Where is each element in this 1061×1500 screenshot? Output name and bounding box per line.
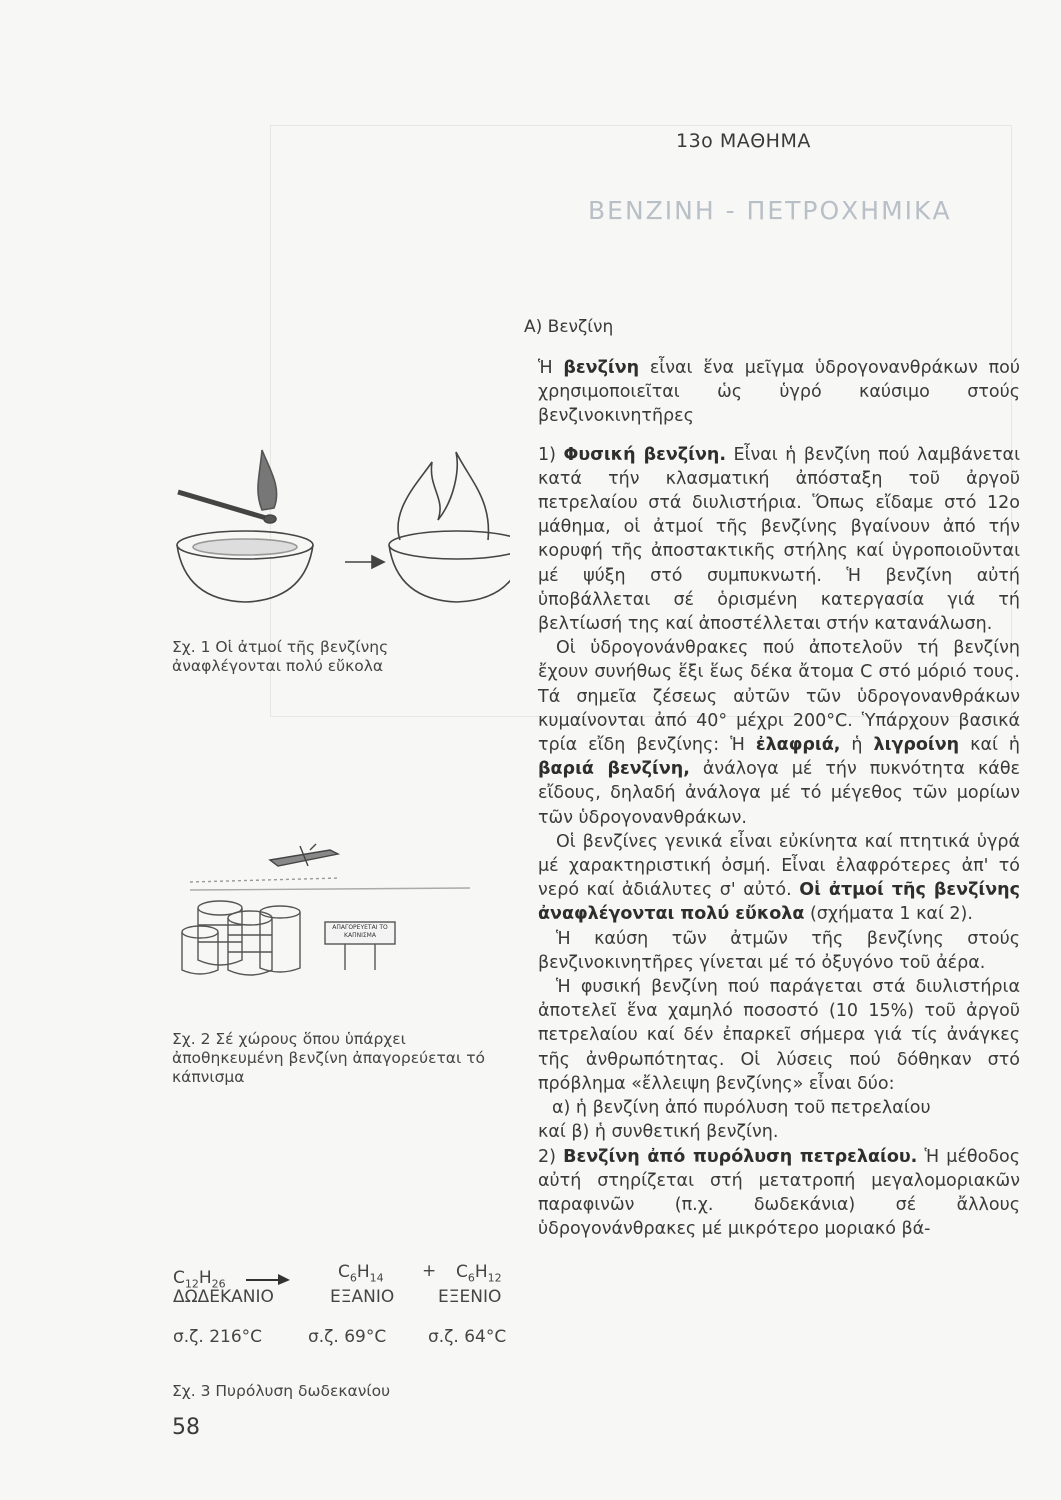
product-2-formula: $C_6H_{12}$ [456, 1262, 502, 1285]
intro-paragraph: Ἡ βενζίνη εἶναι ἕνα μεῖγμα ὑδρογονανθράκων πού χρησιμοποιεῖται ὡς ὑγρό καύσιμο στούς βενζινοκινητῆρες [538, 358, 1021, 427]
bowl-2-rim [389, 531, 510, 559]
solution-item-a: α) ἡ βενζίνη ἀπό πυρόλυση τοῦ πετρελαίου [552, 1098, 931, 1119]
product-1-formula: $C_6H_{14}$ [338, 1262, 384, 1285]
arrow-head [372, 556, 384, 568]
match-head [264, 515, 276, 523]
shortage-paragraph: Ἡ φυσική βενζίνη πού παράγεται στά διυλιστήρια ἀποτελεῖ ἕνα χαμηλό ποσοστό (10 15%) τοῦ ἀργοῦ πετρελαίου καί δέν ἐπαρκεῖ σήμερα γιά τίς ἀνάγκες τῆς ἀνθρωπότητας. Οἱ λύσεις πού δόθηκαν στό πρόβλημα «ἔλλειψη βενζίνης» εἶναι δύο: [538, 977, 1020, 1094]
section-heading: Α) Βενζίνη [524, 317, 614, 337]
page-title: ΒΕΝΖΙΝΗ - ΠΕΤΡΟΧΗΜΙΚΑ [588, 196, 952, 225]
drum-group [182, 901, 300, 975]
reaction-arrow-icon [246, 1272, 292, 1286]
cracking-paragraph: 2) Βενζίνη ἀπό πυρόλυση πετρελαίου. Ἡ μέθοδος αὐτή στηρίζεται στή μετατροπή μεγαλομοριακῶν παραφινῶν (π.χ. δωδεκάνια) σέ ἄλλους ὑδρογονάνθρακες μέ μικρότερο μοριακό βά- [538, 1146, 1020, 1240]
figure-2-caption: Σχ. 2 Σέ χώρους ὅπου ὑπάρχει ἀποθηκευμένη βενζίνη ἀπαγορεύεται τό κάπνισμα [172, 1030, 486, 1086]
page-number: 58 [172, 1415, 200, 1440]
combustion-paragraph: Ἡ καύση τῶν ἀτμῶν τῆς βενζίνης στούς βενζινοκινητῆρες γίνεται μέ τό ὀξυγόνο τοῦ ἀέρα. [538, 928, 1020, 973]
reactant-name: ΔΩΔΕΚΑΝΙΟ [173, 1287, 274, 1307]
bowl-2-body [389, 545, 510, 602]
airplane [270, 844, 338, 866]
figure-3-caption: Σχ. 3 Πυρόλυση δωδεκανίου [172, 1382, 391, 1400]
horizon-line [190, 888, 470, 890]
bowl-1-liquid [193, 539, 297, 555]
product-2-name: ΕΞΕΝΙΟ [438, 1287, 502, 1307]
figure-1-illustration [170, 440, 510, 620]
reactant-formula: $C_{12}H_{26}$ [173, 1268, 226, 1291]
no-smoking-sign-text: ΑΠΑΓΟΡΕΥΕΤΑΙ ΤΟ ΚΑΠΝΙΣΜΑ [332, 924, 388, 939]
bowl-2-flame [398, 452, 488, 540]
hydrocarbons-paragraph: Οἱ ὑδρογονάνθρακες πού ἀποτελοῦν τή βενζίνη ἔχουν συνήθως ἕξι ἕως δέκα ἄτομα C στό μόριό τους. Τά σημεῖα ζέσεως αὐτῶν τῶν ὑδρογονανθράκων κυμαίνονται ἀπό 40° μέχρι 200°C. Ὑπάρχουν βασικά τρία εἴδη βενζίνης: Ἡ ἐλαφριά, ἡ λιγροίνη καί ἡ βαριά βενζίνη, ἀνάλογα μέ τήν πυκνότητα κάθε εἴδους, δηλαδή ἀνάλογα μέ τό μέγεθος τῶν μορίων τῶν ὑδρογονανθράκων. [538, 638, 1021, 828]
lesson-number: 13ο ΜΑΘΗΜΑ [676, 130, 811, 152]
product-2-boiling-point: σ.ζ. 64°C [428, 1327, 507, 1347]
main-text-column [538, 356, 1020, 1241]
solution-item-b: καί β) ἡ συνθετική βενζίνη. [538, 1122, 779, 1143]
match-stick [178, 492, 266, 518]
properties-paragraph: Οἱ βενζίνες γενικά εἶναι εὐκίνητα καί πτητικά ὑγρά μέ χαρακτηριστική ὀσμή. Εἶναι ἐλαφρότερες ἀπ' τό νερό καί ἀδιάλυτες σ' αὐτό. Οἱ ἀτμοί τῆς βενζίνης ἀναφλέγονται πολύ εὔκολα (σχήματα 1 καί 2). [538, 831, 1021, 925]
figure-1-caption: Σχ. 1 Οἱ ἀτμοί τῆς βενζίνης ἀναφλέγονται πολύ εὔκολα [172, 638, 389, 675]
match-flame [258, 450, 277, 510]
plus-sign: + [422, 1261, 437, 1281]
product-1-name: ΕΞΑΝΙΟ [330, 1287, 395, 1307]
product-1-boiling-point: σ.ζ. 69°C [308, 1327, 387, 1347]
reactant-boiling-point: σ.ζ. 216°C [173, 1327, 263, 1347]
natural-gasoline-paragraph: 1) Φυσική βενζίνη. Εἶναι ἡ βενζίνη πού λαμβάνεται κατά τήν κλασματική ἀπόσταξη τοῦ ἀργοῦ πετρελαίου στά διυλιστήρια. Ὅπως εἴδαμε στό 12ο μάθημα, οἱ ἀτμοί τῆς βενζίνης βγαίνουν ἀπό τήν κορυφή τῆς ἀποστακτικῆς στήλης καί ὑγροποιοῦνται μέ ψύξη στό συμπυκνωτή. Ἡ βενζίνη αὐτή ὑποβάλλεται σέ ὁρισμένη κατεργασία γιά τή βελτίωσή της καί ἀποστέλλεται στήν κατανάλωση. [538, 444, 1021, 635]
runway [190, 878, 340, 882]
figure-2-illustration [180, 820, 480, 990]
